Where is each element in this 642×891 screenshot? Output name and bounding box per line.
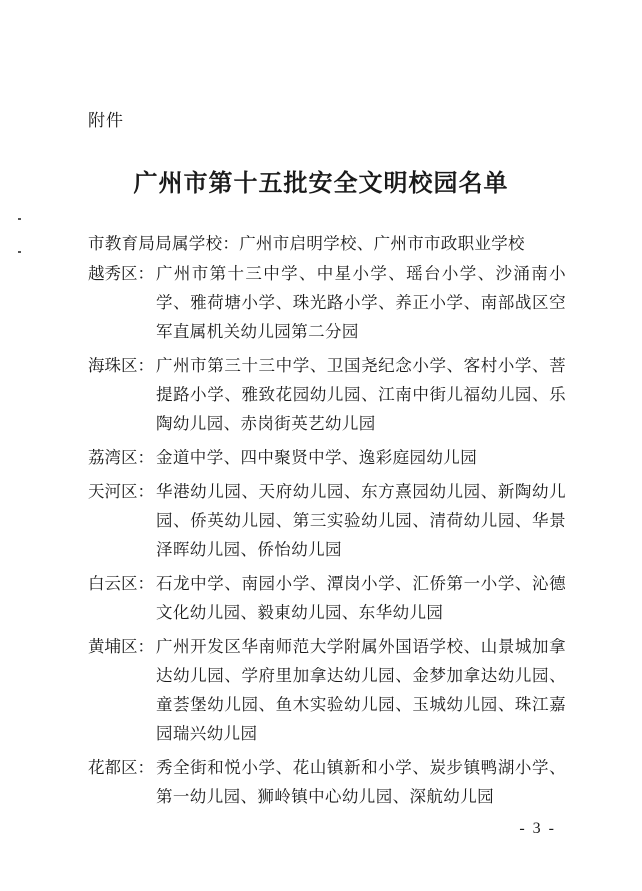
district-entry xyxy=(88,477,572,564)
district-label: 白云区： xyxy=(88,574,154,593)
district-schools: 广州市第三十三中学、卫国尧纪念小学、客村小学、菩提路小学、雅致花园幼儿园、江南中街儿福幼儿园、乐陶幼儿园、赤岗街英艺幼儿园 xyxy=(156,356,566,433)
district-schools: 石龙中学、南园小学、潭岗小学、汇侨第一小学、沁德文化幼儿园、毅東幼儿园、东华幼儿园 xyxy=(156,574,566,622)
district-schools: 华港幼儿园、天府幼儿园、东方熹园幼儿园、新陶幼儿园、侨英幼儿园、第三实验幼儿园、清荷幼儿园、华景泽晖幼儿园、侨怡幼儿园 xyxy=(156,482,566,559)
document-title: 广州市第十五批安全文明校园名单 xyxy=(133,169,509,197)
district-entry xyxy=(88,753,572,811)
page-number: - 3 - xyxy=(519,820,556,837)
district-label: 荔湾区： xyxy=(88,448,154,467)
direct-schools-label: 市教育局局属学校： xyxy=(88,234,240,253)
direct-schools-list: 广州市启明学校、广州市市政职业学校 xyxy=(239,234,525,253)
district-label: 越秀区： xyxy=(88,264,154,283)
scan-mark xyxy=(18,218,21,220)
district-entry xyxy=(88,443,572,472)
district-entry xyxy=(88,632,572,748)
district-entry xyxy=(88,351,572,438)
district-label: 天河区： xyxy=(88,482,154,501)
district-label: 花都区： xyxy=(88,758,154,777)
district-schools: 金道中学、四中聚贤中学、逸彩庭园幼儿园 xyxy=(156,448,478,467)
district-schools: 广州市第十三中学、中星小学、瑶台小学、沙涌南小学、雅荷塘小学、珠光路小学、养正小学、南部战区空军直属机关幼儿园第二分园 xyxy=(156,264,566,341)
district-entry xyxy=(88,259,572,346)
district-label: 海珠区： xyxy=(88,356,154,375)
district-list xyxy=(88,259,572,816)
district-schools: 广州开发区华南师范大学附属外国语学校、山景城加拿达幼儿园、学府里加拿达幼儿园、金梦加拿达幼儿园、童荟堡幼儿园、鱼木实验幼儿园、玉城幼儿园、珠江嘉园瑞兴幼儿园 xyxy=(156,637,566,743)
district-label: 黄埔区： xyxy=(88,637,154,656)
district-entry xyxy=(88,569,572,627)
scan-mark xyxy=(18,251,21,253)
attachment-label: 附件 xyxy=(88,111,124,131)
direct-schools-line xyxy=(88,230,525,254)
district-schools: 秀全街和悦小学、花山镇新和小学、炭步镇鸭湖小学、第一幼儿园、狮岭镇中心幼儿园、深航幼儿园 xyxy=(156,758,566,806)
